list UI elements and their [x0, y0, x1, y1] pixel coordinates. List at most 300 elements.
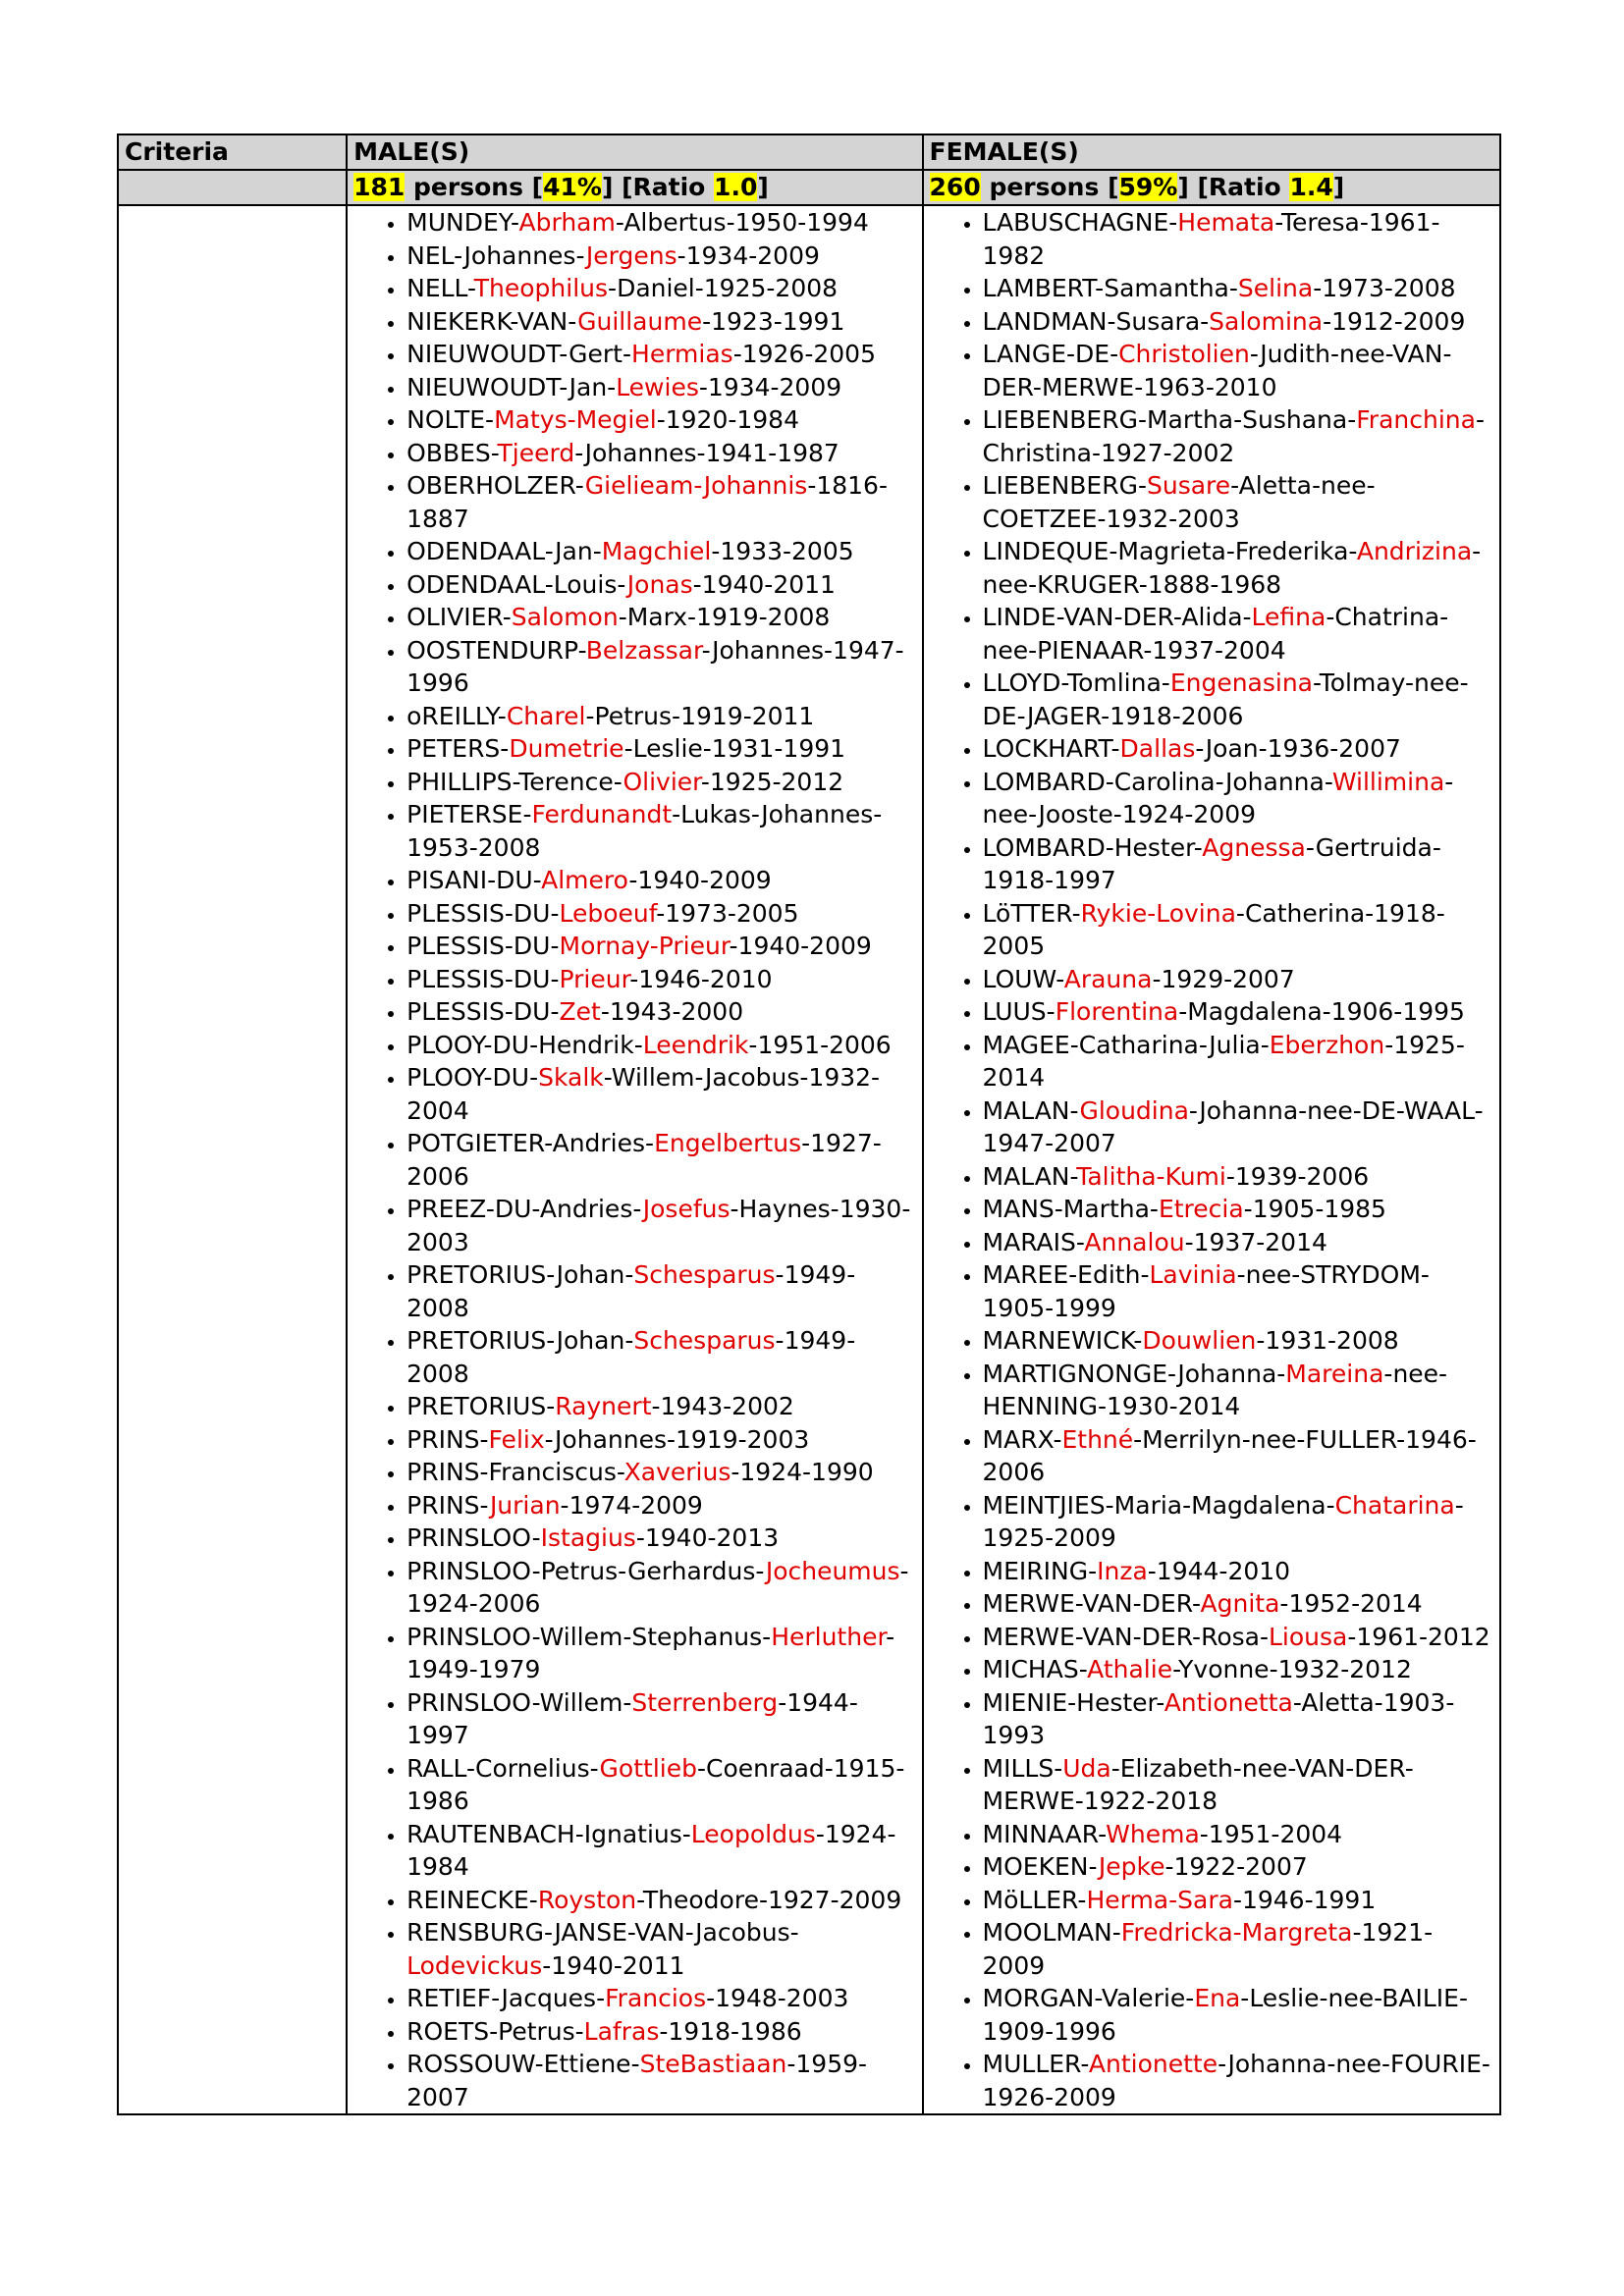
name-highlight: Ferdunandt — [531, 800, 673, 828]
name-highlight: Abrham — [518, 208, 616, 237]
list-item — [406, 206, 915, 240]
name-text: OOSTENDURP- — [406, 635, 586, 665]
list-item — [406, 1818, 915, 1884]
male-ratio: 1.0 — [714, 173, 758, 201]
list-item — [983, 1555, 1493, 1588]
name-highlight: Belzassar — [585, 635, 702, 665]
name-highlight: Schesparus — [633, 1260, 776, 1289]
list-item — [406, 305, 915, 339]
name-highlight: Annalou — [1084, 1227, 1185, 1256]
female-list-cell — [923, 205, 1500, 2114]
name-text: NIEUWOUDT-Gert- — [406, 340, 632, 368]
name-text: ODENDAAL-Jan- — [406, 537, 602, 565]
list-item — [406, 568, 915, 602]
name-highlight: Schesparus — [633, 1326, 776, 1355]
list-item — [406, 1686, 915, 1752]
name-highlight: Engenasina — [1169, 668, 1314, 697]
name-text: -nee-HENNING-1930-2014 — [982, 1359, 1448, 1420]
name-text: -Coenraad-1915-1986 — [406, 1753, 905, 1815]
name-highlight: Douwlien — [1142, 1326, 1257, 1355]
name-text: MALAN- — [982, 1161, 1077, 1191]
name-text: LANGE-DE- — [982, 340, 1119, 368]
name-text: MöLLER- — [982, 1885, 1087, 1914]
list-item — [406, 1061, 915, 1127]
name-highlight: Selina — [1237, 274, 1314, 302]
name-text: LLOYD-Tomlina- — [982, 668, 1170, 697]
name-highlight: Tjeerd — [497, 438, 575, 467]
name-highlight: Agnita — [1200, 1589, 1280, 1618]
name-highlight: Francios — [605, 1984, 707, 2012]
name-highlight: Lavinia — [1149, 1260, 1237, 1289]
name-text: -Elizabeth-nee-VAN-DER-MERWE-1922-2018 — [982, 1753, 1414, 1815]
name-text: MEIRING- — [982, 1556, 1098, 1585]
names-table — [117, 133, 1501, 2115]
name-highlight: Eberzhon — [1269, 1030, 1385, 1059]
name-text: -1951-2006 — [748, 1030, 892, 1059]
name-text: -Tolmay-nee-DE-JAGER-1918-2006 — [982, 668, 1469, 730]
list-item — [406, 1029, 915, 1062]
list-item — [983, 1884, 1493, 1917]
list-item — [983, 963, 1493, 996]
name-text: PRETORIUS-Johan- — [406, 1326, 634, 1355]
name-text: -Judith-nee-VAN-DER-MERWE-1963-2010 — [982, 340, 1452, 401]
name-text: -1943-2002 — [651, 1392, 794, 1420]
name-text: LöTTER- — [982, 898, 1081, 928]
name-text: MAGEE-Catharina-Julia- — [982, 1030, 1270, 1059]
name-text: -1905-1985 — [1243, 1195, 1386, 1223]
list-item — [983, 1621, 1493, 1654]
name-text: MUNDEY- — [406, 208, 519, 237]
name-text: -1933-2005 — [711, 537, 854, 565]
name-highlight: Sterrenberg — [631, 1687, 779, 1717]
list-item — [983, 1818, 1493, 1851]
name-highlight: Gielieam-Johannis — [584, 471, 808, 500]
female-name-list — [930, 206, 1493, 2113]
name-highlight: Olivier — [623, 767, 701, 796]
name-text: NIEUWOUDT-Jan- — [406, 372, 617, 401]
list-item — [983, 206, 1493, 272]
name-text: NIEKERK-VAN- — [406, 306, 578, 336]
name-text: -1927-2006 — [406, 1129, 882, 1191]
list-item — [406, 1522, 915, 1555]
name-highlight: Prieur — [559, 964, 630, 993]
name-text: NELL- — [406, 274, 474, 302]
name-highlight: Magchiel — [601, 537, 712, 565]
name-text: POTGIETER-Andries- — [406, 1129, 655, 1157]
list-item — [406, 634, 915, 700]
name-highlight: Dumetrie — [509, 734, 624, 763]
name-text: -1946-2010 — [629, 964, 773, 993]
name-highlight: Guillaume — [577, 306, 703, 336]
name-text: -1940-2009 — [729, 932, 872, 960]
name-text: PLOOY-DU-Hendrik- — [406, 1030, 643, 1059]
list-item — [406, 1621, 915, 1686]
name-highlight: Mornay-Prieur — [559, 932, 730, 960]
list-item — [983, 403, 1493, 469]
list-item — [406, 963, 915, 996]
list-item — [983, 535, 1493, 601]
name-text: -1959-2007 — [406, 2050, 868, 2111]
name-text: LOMBARD-Carolina-Johanna- — [982, 767, 1332, 796]
name-text: RALL-Cornelius- — [406, 1753, 600, 1783]
list-item — [406, 1324, 915, 1390]
name-highlight: Andrizina — [1356, 537, 1473, 565]
list-item — [406, 338, 915, 371]
list-item — [406, 2015, 915, 2049]
name-text: -Johannes-1919-2003 — [544, 1424, 810, 1454]
list-item — [406, 469, 915, 535]
name-text: -1946-1991 — [1232, 1885, 1377, 1914]
name-text: -1925-2009 — [982, 1490, 1464, 1552]
name-text: PRINSLOO-Petrus-Gerhardus- — [406, 1556, 766, 1585]
name-text: -1934-2009 — [698, 372, 842, 401]
name-text: -1973-2008 — [1313, 274, 1456, 302]
name-highlight: Salomina — [1209, 306, 1324, 336]
name-text: MERWE-VAN-DER-Rosa- — [982, 1622, 1269, 1651]
name-text: -1940-2013 — [635, 1523, 780, 1552]
name-text: -1961-2012 — [1347, 1622, 1490, 1651]
body-row — [118, 205, 1500, 2114]
name-text: MARAIS- — [982, 1227, 1085, 1256]
name-highlight: Leboeuf — [559, 898, 657, 928]
female-count: 260 — [929, 173, 981, 201]
list-item — [983, 469, 1493, 535]
name-highlight: Hemata — [1177, 208, 1275, 237]
list-item — [983, 1489, 1493, 1555]
list-item — [983, 831, 1493, 897]
name-highlight: Raynert — [555, 1392, 652, 1420]
name-text: -Gertruida-1918-1997 — [982, 832, 1441, 894]
name-text: -Johannes-1947-1996 — [406, 635, 904, 697]
list-item — [983, 1226, 1493, 1259]
name-highlight: Herma-Sara — [1086, 1885, 1233, 1914]
name-text: PETERS- — [406, 734, 510, 763]
list-item — [983, 667, 1493, 732]
name-highlight: Arauna — [1063, 964, 1153, 993]
list-item — [983, 1587, 1493, 1621]
name-text: -nee-Jooste-1924-2009 — [982, 767, 1454, 828]
name-text: PRINSLOO- — [406, 1523, 541, 1552]
name-highlight: Gottlieb — [599, 1753, 697, 1783]
name-highlight: SteBastiaan — [639, 2050, 787, 2078]
list-item — [406, 371, 915, 404]
name-text: -1920-1984 — [656, 405, 799, 434]
name-highlight: Whema — [1106, 1819, 1200, 1848]
list-item — [406, 897, 915, 931]
list-item — [983, 1258, 1493, 1324]
name-text: MALAN- — [982, 1095, 1080, 1125]
list-item — [406, 864, 915, 897]
name-text: -Magdalena-1906-1995 — [1178, 997, 1465, 1026]
name-highlight: Liousa — [1269, 1622, 1348, 1651]
name-highlight: Rykie-Lovina — [1080, 898, 1236, 928]
name-highlight: Jocheumus — [765, 1556, 900, 1585]
name-highlight: Istagius — [540, 1523, 636, 1552]
name-text: RETIEF-Jacques- — [406, 1984, 606, 2012]
list-item — [406, 601, 915, 634]
name-text: OLIVIER- — [406, 603, 512, 631]
list-item — [406, 995, 915, 1029]
name-text: -1931-2008 — [1256, 1326, 1399, 1355]
list-item — [983, 1095, 1493, 1160]
name-text: MEINTJIES-Maria-Magdalena- — [982, 1490, 1335, 1520]
male-persons-label: persons — [413, 173, 523, 201]
name-text: -Yvonne-1932-2012 — [1172, 1655, 1412, 1683]
name-text: PLESSIS-DU- — [406, 932, 560, 960]
name-text: -1926-2005 — [732, 340, 876, 368]
name-text: MIENIE-Hester- — [982, 1687, 1164, 1717]
list-item — [406, 798, 915, 864]
male-list-cell — [347, 205, 922, 2114]
name-text: -1918-1986 — [659, 2016, 802, 2046]
name-highlight: Felix — [488, 1424, 545, 1454]
name-text: -Aletta-1903-1993 — [982, 1687, 1455, 1749]
name-highlight: Susare — [1147, 471, 1231, 500]
name-text: MOOLMAN- — [982, 1918, 1121, 1947]
name-text: -Merrilyn-nee-FULLER-1946-2006 — [982, 1424, 1477, 1486]
name-text: -Christina-1927-2002 — [982, 405, 1485, 467]
name-text: -Daniel-1925-2008 — [608, 274, 839, 302]
list-item — [983, 272, 1493, 305]
name-text: PRINSLOO-Willem-Stephanus- — [406, 1622, 772, 1651]
name-text: -1939-2006 — [1225, 1161, 1370, 1191]
name-text: -1925-2014 — [982, 1030, 1465, 1092]
name-text: OBERHOLZER- — [406, 471, 585, 500]
list-item — [406, 1752, 915, 1818]
list-item — [406, 930, 915, 963]
criteria-cell — [118, 205, 347, 2114]
name-highlight: Zet — [559, 997, 601, 1026]
name-highlight: Fredricka-Margreta — [1120, 1918, 1353, 1947]
name-highlight: Lefina — [1251, 603, 1326, 631]
name-text: -Leslie-1931-1991 — [623, 734, 846, 763]
name-text: MICHAS- — [982, 1655, 1088, 1683]
header-row — [118, 134, 1500, 170]
name-highlight: Antionetta — [1164, 1687, 1293, 1717]
name-highlight: Almero — [541, 866, 629, 894]
male-count: 181 — [353, 173, 406, 201]
male-header: MALE(S) — [347, 134, 922, 170]
list-item — [406, 1390, 915, 1423]
name-text: NOLTE- — [406, 405, 495, 434]
name-text: -Catherina-1918-2005 — [982, 898, 1445, 960]
name-highlight: Jonas — [626, 569, 693, 599]
name-highlight: Antionette — [1088, 2050, 1218, 2078]
list-item — [406, 1884, 915, 1917]
name-highlight: Matys-Megiel — [494, 405, 657, 434]
name-text: -Johannes-1941-1987 — [574, 438, 839, 467]
name-text: -1940-2011 — [692, 569, 836, 599]
name-highlight: Lewies — [616, 372, 699, 401]
name-text: LINDE-VAN-DER-Alida- — [982, 603, 1252, 631]
name-highlight: Lafras — [583, 2016, 660, 2046]
name-text: ODENDAAL-Louis- — [406, 569, 627, 599]
list-item — [406, 1193, 915, 1258]
name-text: MINNAAR- — [982, 1819, 1107, 1848]
name-highlight: Mareina — [1285, 1359, 1384, 1388]
name-text: -Johanna-nee-FOURIE-1926-2009 — [982, 2050, 1490, 2111]
name-text: PLOOY-DU- — [406, 1063, 539, 1092]
name-text: -1923-1991 — [702, 306, 845, 336]
name-text: -1924-1990 — [731, 1458, 874, 1486]
list-item — [406, 1555, 915, 1621]
name-text: -1924-2006 — [406, 1556, 909, 1618]
name-highlight: Athalie — [1087, 1655, 1173, 1683]
list-item — [983, 1916, 1493, 1982]
male-summary: 181 persons [41%] [Ratio 1.0] — [347, 170, 922, 205]
name-text: -1974-2009 — [560, 1490, 703, 1520]
list-item — [406, 1258, 915, 1324]
list-item — [406, 437, 915, 470]
name-highlight: Xaverius — [623, 1458, 731, 1486]
name-text: LOMBARD-Hester- — [982, 832, 1203, 862]
list-item — [983, 1653, 1493, 1686]
name-text: -1949-2008 — [406, 1260, 856, 1322]
list-item — [406, 1916, 915, 1982]
name-text: -1949-2008 — [406, 1326, 856, 1388]
name-text: -Teresa-1961-1982 — [982, 208, 1440, 270]
name-text: MULLER- — [982, 2050, 1089, 2078]
name-text: oREILLY- — [406, 701, 507, 730]
name-highlight: Leendrik — [642, 1030, 749, 1059]
list-item — [983, 766, 1493, 831]
name-text: -1973-2005 — [656, 898, 799, 928]
name-highlight: Jepke — [1098, 1852, 1165, 1881]
list-item — [983, 1324, 1493, 1358]
name-text: -1944-1997 — [406, 1687, 858, 1749]
name-highlight: Hermias — [631, 340, 733, 368]
name-text: PRINS- — [406, 1490, 490, 1520]
name-highlight: Herluther — [771, 1622, 887, 1651]
list-item — [406, 1982, 915, 2015]
name-text: LUUS- — [982, 997, 1056, 1026]
name-highlight: Chatarina — [1334, 1490, 1455, 1520]
list-item — [406, 700, 915, 733]
name-text: PIETERSE- — [406, 800, 532, 828]
list-item — [983, 1850, 1493, 1884]
name-text: -Marx-1919-2008 — [618, 603, 831, 631]
list-item — [983, 1160, 1493, 1194]
list-item — [983, 1686, 1493, 1752]
name-highlight: Florentina — [1055, 997, 1179, 1026]
list-item — [406, 240, 915, 273]
name-text: PRETORIUS-Johan- — [406, 1260, 634, 1289]
name-text: LOCKHART- — [982, 734, 1120, 763]
name-highlight: Franchina — [1356, 405, 1476, 434]
name-text: REINECKE- — [406, 1885, 538, 1914]
name-text: -Chatrina-nee-PIENAAR-1937-2004 — [982, 603, 1449, 665]
name-text: RAUTENBACH-Ignatius- — [406, 1819, 691, 1848]
name-text: MARX- — [982, 1424, 1062, 1454]
name-highlight: Christolien — [1118, 340, 1250, 368]
name-text: PREEZ-DU-Andries- — [406, 1195, 643, 1223]
name-text: -Petrus-1919-2011 — [585, 701, 815, 730]
name-highlight: Agnessa — [1202, 832, 1306, 862]
name-text: -1940-2009 — [628, 866, 772, 894]
name-text: MILLS- — [982, 1753, 1063, 1783]
name-text: -1948-2003 — [706, 1984, 849, 2012]
list-item — [406, 403, 915, 437]
female-ratio-label: [Ratio — [1197, 173, 1281, 201]
female-ratio: 1.4 — [1289, 173, 1333, 201]
male-percent: 41% — [543, 173, 602, 201]
name-text: -1921-2009 — [982, 1918, 1434, 1980]
list-item — [983, 305, 1493, 339]
female-persons-label: persons — [989, 173, 1100, 201]
name-highlight: Leopoldus — [690, 1819, 816, 1848]
name-text: LIEBENBERG- — [982, 471, 1147, 500]
name-text: MORGAN-Valerie- — [982, 1984, 1195, 2012]
name-text: ROSSOUW-Ettiene- — [406, 2050, 640, 2078]
name-highlight: Gloudina — [1079, 1095, 1189, 1125]
summary-row — [118, 170, 1500, 205]
name-text: -nee-STRYDOM-1905-1999 — [982, 1260, 1430, 1322]
list-item — [406, 1127, 915, 1193]
list-item — [983, 1029, 1493, 1095]
list-item — [983, 601, 1493, 667]
name-text: -1949-1979 — [406, 1622, 895, 1683]
name-highlight: Charel — [506, 701, 586, 730]
list-item — [406, 272, 915, 305]
list-item — [983, 897, 1493, 963]
list-item — [406, 535, 915, 568]
name-highlight: Royston — [537, 1885, 637, 1914]
name-highlight: Ena — [1194, 1984, 1241, 2012]
name-highlight: Lodevickus — [406, 1950, 543, 1980]
name-text: -Lukas-Johannes-1953-2008 — [406, 800, 883, 862]
name-highlight: Willimina — [1331, 767, 1445, 796]
list-item — [983, 1982, 1493, 2048]
name-text: PLESSIS-DU- — [406, 997, 560, 1026]
name-text: LINDEQUE-Magrieta-Frederika- — [982, 537, 1357, 565]
name-text: MAREE-Edith- — [982, 1260, 1150, 1289]
name-text: -1952-2014 — [1279, 1589, 1423, 1618]
list-item — [983, 732, 1493, 766]
name-highlight: Josefus — [642, 1195, 731, 1223]
name-text: PRINSLOO-Willem- — [406, 1687, 632, 1717]
female-percent: 59% — [1118, 173, 1178, 201]
name-text: LANDMAN-Susara- — [982, 306, 1210, 336]
name-text: PRETORIUS- — [406, 1392, 556, 1420]
list-item — [983, 995, 1493, 1029]
list-item — [983, 1752, 1493, 1818]
list-item — [406, 1423, 915, 1457]
name-text: -Aletta-nee-COETZEE-1932-2003 — [982, 471, 1376, 533]
name-text: PHILLIPS-Terence- — [406, 767, 623, 796]
name-highlight: Engelbertus — [654, 1129, 802, 1157]
name-text: -1951-2004 — [1199, 1819, 1343, 1848]
name-highlight: Ethné — [1061, 1424, 1134, 1454]
name-text: -Leslie-nee-BAILIE-1909-1996 — [982, 1984, 1468, 2046]
name-text: -1937-2014 — [1184, 1227, 1327, 1256]
name-text: -1934-2009 — [677, 240, 820, 270]
name-highlight: Talitha-Kumi — [1076, 1161, 1226, 1191]
female-summary: 260 persons [59%] [Ratio 1.4] — [923, 170, 1500, 205]
name-text: -Albertus-1950-1994 — [615, 208, 869, 237]
name-highlight: Etrecia — [1158, 1195, 1244, 1223]
list-item — [983, 1423, 1493, 1489]
name-text: -1925-2012 — [700, 767, 844, 796]
criteria-summary-cell — [118, 170, 347, 205]
list-item — [983, 1358, 1493, 1423]
name-text: NEL-Johannes- — [406, 240, 586, 270]
list-item — [406, 732, 915, 766]
name-text: MOEKEN- — [982, 1852, 1099, 1881]
name-text: -Joan-1936-2007 — [1195, 734, 1401, 763]
name-text: -Theodore-1927-2009 — [636, 1885, 902, 1914]
female-header: FEMALE(S) — [923, 134, 1500, 170]
name-text: -Willem-Jacobus-1932-2004 — [406, 1063, 881, 1125]
